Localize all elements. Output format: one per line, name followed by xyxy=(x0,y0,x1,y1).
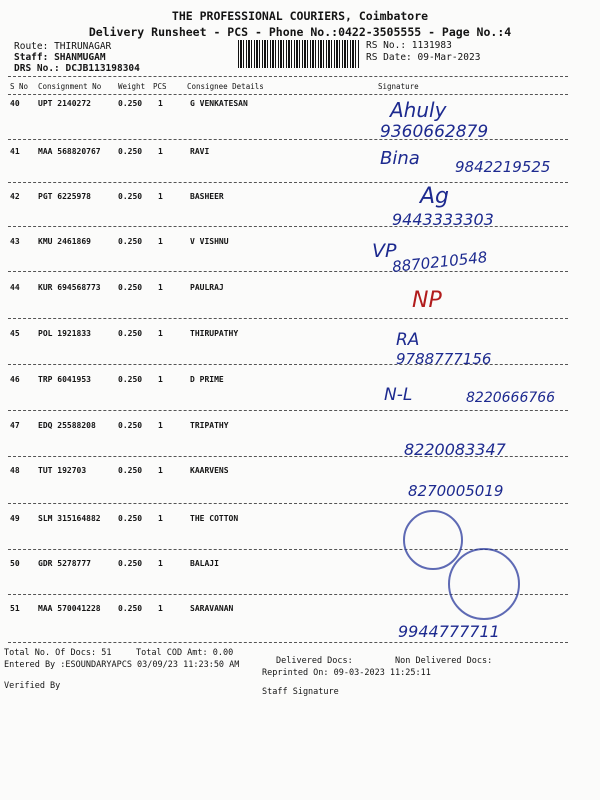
drs-value: DCJB113198304 xyxy=(65,63,140,74)
reprinted-on: Reprinted On: 09-03-2023 11:25:11 xyxy=(262,668,431,678)
row-weight: 0.250 xyxy=(118,466,143,475)
row-pcs: 1 xyxy=(158,237,163,246)
stamp-seal xyxy=(448,548,520,620)
row-consignee: THIRUPATHY xyxy=(190,329,239,338)
row-divider xyxy=(8,271,568,272)
row-sno: 50 xyxy=(10,559,20,568)
row-pcs: 1 xyxy=(158,466,163,475)
handwritten-phone: 8220666766 xyxy=(466,390,556,406)
handwritten-phone: 8220083347 xyxy=(404,440,506,459)
row-consignment: PGT 6225978 xyxy=(38,192,91,201)
row-consignee: BALAJI xyxy=(190,559,219,568)
row-weight: 0.250 xyxy=(118,375,143,384)
row-divider xyxy=(8,410,568,411)
row-consignee: TRIPATHY xyxy=(190,421,229,430)
drs-line xyxy=(14,63,140,74)
stamp-seal xyxy=(403,510,463,570)
barcode-image xyxy=(238,40,360,68)
row-consignment: MAA 570041228 xyxy=(38,604,101,613)
row-divider xyxy=(8,503,568,504)
row-pcs: 1 xyxy=(158,375,163,384)
route-line xyxy=(14,41,111,52)
handwritten-np: NP xyxy=(412,288,442,313)
row-pcs: 1 xyxy=(158,514,163,523)
rs-date-line xyxy=(366,52,480,63)
row-divider xyxy=(8,642,568,643)
row-weight: 0.250 xyxy=(118,147,143,156)
row-weight: 0.250 xyxy=(118,329,143,338)
handwritten-phone: 9944777711 xyxy=(398,622,500,641)
handwritten-signature: RA xyxy=(396,330,420,350)
row-pcs: 1 xyxy=(158,147,163,156)
row-sno: 49 xyxy=(10,514,20,523)
row-consignment: TUT 192703 xyxy=(38,466,87,475)
row-consignee: BASHEER xyxy=(190,192,224,201)
rs-no-line xyxy=(366,40,452,51)
row-divider xyxy=(8,318,568,319)
row-consignee: KAARVENS xyxy=(190,466,229,475)
row-pcs: 1 xyxy=(158,99,163,108)
col-signature: Signature xyxy=(378,82,419,91)
row-sno: 42 xyxy=(10,192,20,201)
row-consignee: PAULRAJ xyxy=(190,283,224,292)
handwritten-phone: 9788777156 xyxy=(396,350,492,368)
row-weight: 0.250 xyxy=(118,237,143,246)
staff-label: Staff: xyxy=(14,52,49,63)
handwritten-signature: Bina xyxy=(380,148,420,169)
header-rule-top xyxy=(8,76,568,77)
row-sno: 45 xyxy=(10,329,20,338)
row-consignment: UPT 2140272 xyxy=(38,99,91,108)
row-sno: 43 xyxy=(10,237,20,246)
row-sno: 48 xyxy=(10,466,20,475)
row-pcs: 1 xyxy=(158,421,163,430)
rs-date-label: RS Date: xyxy=(366,52,412,63)
row-consignment: MAA 568820767 xyxy=(38,147,101,156)
entered-by: Entered By :ESOUNDARYAPCS 03/09/23 11:23:50 AM xyxy=(4,660,240,670)
row-sno: 46 xyxy=(10,375,20,384)
table-row xyxy=(0,466,600,507)
rs-no-label: RS No.: xyxy=(366,40,407,51)
row-consignment: EDQ 25588208 xyxy=(38,421,96,430)
handwritten-phone: 8270005019 xyxy=(408,482,504,500)
rs-date-value: 09-Mar-2023 xyxy=(417,52,481,63)
row-consignee: RAVI xyxy=(190,147,210,156)
table-row xyxy=(0,99,600,140)
row-sno: 51 xyxy=(10,604,20,613)
col-weight: Weight xyxy=(118,82,146,91)
row-sno: 44 xyxy=(10,283,20,292)
rs-no-value: 1131983 xyxy=(411,40,452,51)
row-weight: 0.250 xyxy=(118,192,143,201)
row-sno: 47 xyxy=(10,421,20,430)
row-consignment: TRP 6041953 xyxy=(38,375,91,384)
row-pcs: 1 xyxy=(158,329,163,338)
row-pcs: 1 xyxy=(158,604,163,613)
row-consignee: THE COTTON xyxy=(190,514,239,523)
runsheet-title: Delivery Runsheet - PCS - Phone No.:0422-3505555 - Page No.:4 xyxy=(88,25,512,39)
row-weight: 0.250 xyxy=(118,283,143,292)
row-weight: 0.250 xyxy=(118,559,143,568)
handwritten-signature: Ag xyxy=(420,184,450,209)
row-consignment: KMU 2461869 xyxy=(38,237,91,246)
header-rule-bottom xyxy=(8,94,568,95)
row-consignee: G VENKATESAN xyxy=(190,99,248,108)
row-weight: 0.250 xyxy=(118,604,143,613)
row-consignment: POL 1921833 xyxy=(38,329,91,338)
handwritten-phone: 9360662879 xyxy=(380,122,489,142)
handwritten-signature: VP xyxy=(372,240,397,262)
row-pcs: 1 xyxy=(158,283,163,292)
staff-line xyxy=(14,52,106,63)
col-consignee: Consignee Details xyxy=(187,82,264,91)
row-consignee: V VISHNU xyxy=(190,237,229,246)
staff-signature: Staff Signature xyxy=(262,687,339,697)
row-divider xyxy=(8,182,568,183)
row-consignment: GDR 5278777 xyxy=(38,559,91,568)
company-title: THE PROFESSIONAL COURIERS, Coimbatore xyxy=(171,9,429,23)
col-consignment: Consignment No xyxy=(38,82,102,91)
row-weight: 0.250 xyxy=(118,421,143,430)
row-sno: 41 xyxy=(10,147,20,156)
route-label: Route: xyxy=(14,41,49,52)
table-row xyxy=(0,604,600,645)
col-sno: S No xyxy=(10,82,29,91)
delivered-docs: Delivered Docs: xyxy=(276,656,353,666)
handwritten-phone: 9842219525 xyxy=(455,158,551,176)
total-cod: Total COD Amt: 0.00 xyxy=(136,648,234,658)
row-consignee: SARAVANAN xyxy=(190,604,234,613)
row-pcs: 1 xyxy=(158,192,163,201)
handwritten-phone: 8870210548 xyxy=(391,248,489,276)
row-pcs: 1 xyxy=(158,559,163,568)
staff-value: SHANMUGAM xyxy=(54,52,106,63)
col-pcs: PCS xyxy=(153,82,167,91)
non-delivered-docs: Non Delivered Docs: xyxy=(395,656,493,666)
total-docs: Total No. Of Docs: 51 xyxy=(4,648,112,658)
handwritten-signature: N-L xyxy=(384,385,413,405)
row-consignment: KUR 694568773 xyxy=(38,283,101,292)
row-sno: 40 xyxy=(10,99,20,108)
row-consignment: SLM 315164882 xyxy=(38,514,101,523)
verified-by: Verified By xyxy=(4,681,61,691)
row-weight: 0.250 xyxy=(118,514,143,523)
row-weight: 0.250 xyxy=(118,99,143,108)
drs-label: DRS No.: xyxy=(14,63,60,74)
handwritten-phone: 9443333303 xyxy=(392,210,494,229)
handwritten-signature: Ahuly xyxy=(390,98,447,122)
route-value: THIRUNAGAR xyxy=(54,41,112,52)
row-consignee: D PRIME xyxy=(190,375,224,384)
